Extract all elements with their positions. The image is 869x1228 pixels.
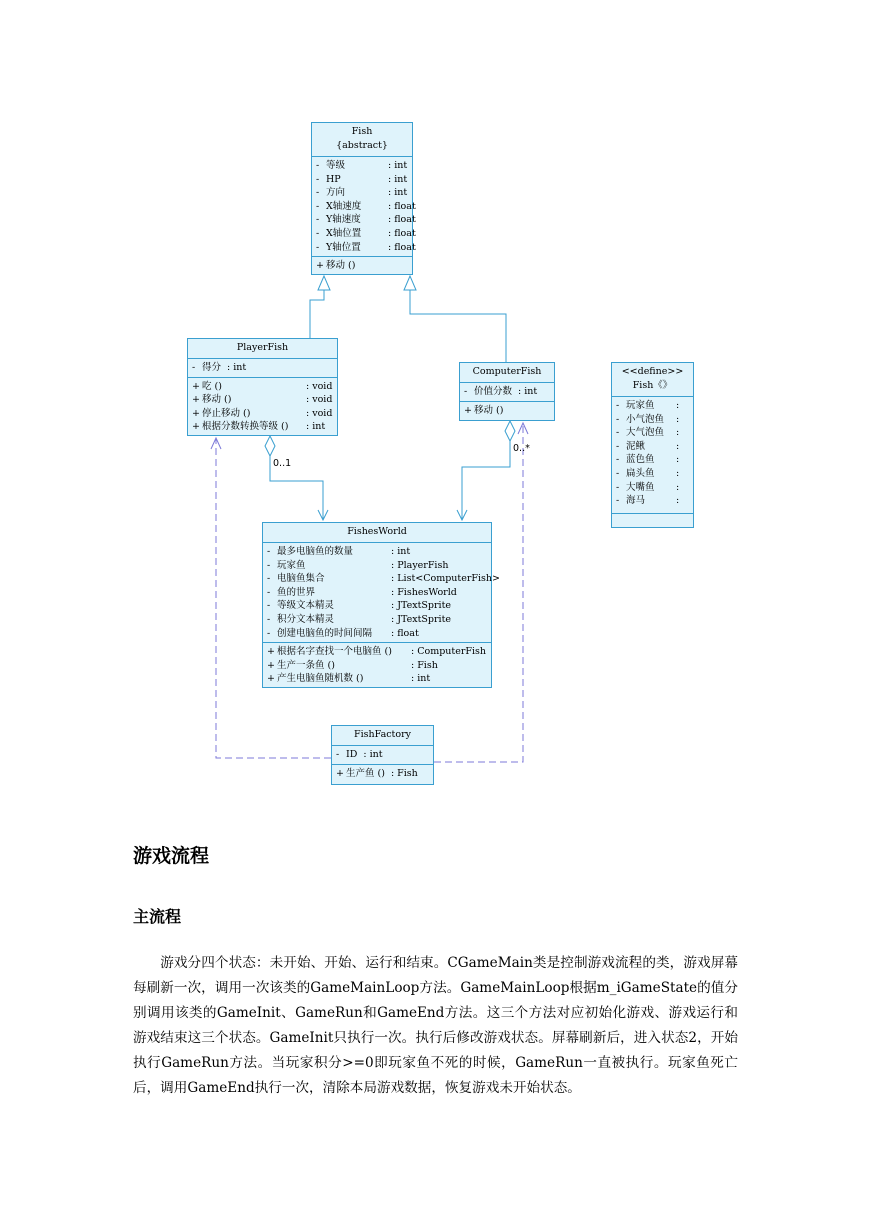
member-name: 停止移动 () [202,407,251,419]
member-row [192,393,333,407]
member-visibility: - [267,600,271,612]
member-type: : int [411,673,431,685]
class-fish [311,122,416,275]
member-row [616,481,689,495]
class-fishesworld [262,522,500,688]
member-row [267,613,487,627]
member-row [316,173,408,187]
member-name: 得分 [202,362,222,373]
member-visibility: - [192,362,196,373]
member-visibility: + [267,646,275,658]
member-visibility: - [616,481,620,493]
member-row [192,407,333,421]
member-row [267,672,487,686]
class-header [612,363,693,397]
member-type: : int [518,386,538,397]
member-type: : [676,400,680,411]
member-type: : int [388,173,408,185]
member-name: 蓝色鱼 [626,454,655,466]
member-row [616,453,689,467]
member-visibility: - [616,467,620,479]
member-row [616,399,689,413]
member-name: 扁头鱼 [626,467,655,479]
member-name: 根据分数转换等级 () [202,421,289,433]
operation-section [312,257,412,275]
class-name: Fish《》 [632,380,673,391]
member-row [316,186,408,200]
member-visibility: + [192,407,200,419]
member-name: 积分文本精灵 [277,613,335,625]
member-type: : void [306,380,333,392]
member-row [616,440,689,454]
member-type: : [676,495,680,507]
member-name: Y轴位置 [326,241,361,253]
member-name: 根据名字查找一个电脑鱼 () [277,646,392,658]
member-name: ID [346,749,358,760]
member-visibility: - [336,749,340,760]
member-type: : int [388,187,408,199]
class-name: FishFactory [354,729,411,740]
member-visibility: - [267,586,271,598]
member-name: 泥鳅 [626,440,646,452]
class-name: FishesWorld [347,526,407,537]
member-name: 移动 () [326,260,356,272]
member-type: : int [388,160,408,171]
generalization-computerfish-fish [410,290,506,362]
member-row [464,404,550,418]
member-visibility: - [267,546,271,557]
member-name: 吃 () [202,380,222,392]
member-type: : Fish [411,659,438,671]
class-header [263,523,491,543]
member-visibility: - [616,400,620,411]
member-visibility: - [616,454,620,466]
class-header [332,726,433,746]
member-row [616,467,689,481]
member-type: : [676,413,680,425]
member-name: 大气泡鱼 [626,427,665,439]
member-type: : List<ComputerFish> [391,573,500,585]
member-name: 方向 [326,187,346,199]
member-visibility: + [192,380,200,392]
member-name: 移动 () [474,404,504,416]
member-type: : float [388,200,416,212]
member-visibility: - [316,200,320,212]
class-header [312,123,412,157]
subsection-heading: 主流程 [133,907,182,926]
class-computerfish [459,362,555,421]
member-type: : [676,467,680,479]
member-row [316,159,408,173]
member-visibility: + [336,767,344,779]
multiplicity-player: 0..1 [273,458,292,469]
member-name: Y轴速度 [326,214,361,226]
member-row [267,572,500,586]
member-visibility: + [316,260,324,272]
member-type: : [676,481,680,493]
member-name: 生产鱼 () [346,767,385,779]
member-row [267,645,487,659]
member-visibility: + [267,673,275,685]
member-name: 创建电脑鱼的时间间隔 [277,627,373,639]
member-type: : int [363,749,383,760]
inheritance-arrow-icon [404,276,416,290]
member-visibility: - [316,173,320,185]
generalization-playerfish-fish [310,290,324,338]
class-name: Fish [351,126,373,137]
member-visibility: - [616,440,620,452]
member-visibility: - [267,627,271,639]
member-name: 移动 () [202,394,232,406]
class-header [188,339,337,359]
member-row [267,659,487,673]
member-visibility: + [464,404,472,416]
member-row [616,426,689,440]
member-type: : float [388,241,416,253]
member-name: 产生电脑鱼随机数 () [277,673,364,685]
member-type: : PlayerFish [391,559,449,571]
member-type: : float [391,627,419,639]
attribute-section [263,543,500,643]
member-type: : int [306,421,326,433]
attribute-section [612,397,693,514]
member-name: 等级 [326,160,346,171]
member-row [336,748,429,762]
class-stereotype: {abstract} [336,140,388,151]
class-name: ComputerFish [472,366,542,377]
enum-fish [611,362,694,528]
member-visibility: - [616,427,620,439]
operation-section [332,765,433,783]
member-name: 小气泡鱼 [626,413,665,425]
member-type: : void [306,407,333,419]
member-row [316,200,416,214]
member-name: 鱼的世界 [277,586,316,598]
class-name: PlayerFish [236,342,289,353]
aggregation-diamond-icon [265,436,275,456]
member-row [316,213,416,227]
member-visibility: - [616,495,620,507]
member-row [316,259,408,273]
attribute-section [188,359,337,378]
member-name: 生产一条鱼 () [277,659,335,671]
member-visibility: - [316,241,320,253]
member-type: : [676,427,680,439]
aggregation-computerfish-world [462,441,510,520]
member-row [267,545,487,559]
member-visibility: + [192,394,200,406]
member-type: : Fish [390,767,418,779]
inheritance-arrow-icon [318,276,330,290]
member-row [464,385,550,399]
member-type: : float [388,227,416,239]
member-name: 最多电脑鱼的数量 [277,546,354,557]
member-visibility: - [267,613,271,625]
member-name: HP [326,173,341,185]
member-type: : JTextSprite [391,600,452,612]
class-header [460,363,554,383]
member-name: X轴位置 [326,227,362,239]
member-type: : int [227,362,247,373]
member-visibility: + [267,659,275,671]
class-fishfactory [331,725,434,785]
member-type: : void [306,394,333,406]
class-stereotype: <<define>> [621,366,684,377]
member-visibility: + [192,421,200,433]
body-paragraph: 游戏分四个状态：未开始、开始、运行和结束。CGameMain类是控制游戏流程的类，游戏屏幕每刷新一次，调用一次该类的GameMainLoop方法。GameMainLoop根据m_iGameState的值分别调用该类的GameInit、GameRun和GameEnd方法。这三个方法对应初始化游戏、游戏运行和游戏结束这三个状态。GameInit只执行一次。执行后修改游戏状态。屏幕刷新后，进入状态2，开始执行GameRun方法。当玩家积分>=0即玩家鱼不死的时候，GameRun一直被执行。玩家鱼死亡后，调用GameEnd执行一次，清除本局游戏数据，恢复游戏未开始状态。 [133,955,738,1096]
member-row [316,227,416,241]
member-name: 价值分数 [474,386,513,397]
section-heading: 游戏流程 [133,845,210,867]
member-row [616,494,689,508]
member-name: 大嘴鱼 [626,481,655,493]
member-type: : FishesWorld [391,586,457,598]
member-name: X轴速度 [326,200,362,212]
member-visibility: - [267,573,271,585]
member-visibility: - [464,386,468,397]
operation-section [612,514,693,532]
member-row [316,241,416,255]
member-visibility: - [316,160,320,171]
member-name: 玩家鱼 [277,559,306,571]
member-name: 等级文本精灵 [277,600,335,612]
member-row [192,420,333,434]
member-row [336,767,429,781]
member-row [267,586,487,600]
multiplicity-computer: 0..* [513,443,530,454]
member-type: : JTextSprite [391,613,452,625]
operation-section [188,378,337,436]
attribute-section [312,157,416,257]
member-type: : [676,440,680,452]
member-visibility: - [616,413,620,425]
attribute-section [332,746,433,765]
member-row [267,599,487,613]
aggregation-diamond-icon [505,421,515,441]
member-type: : ComputerFish [411,646,487,658]
member-type: : float [388,214,416,226]
member-row [267,627,487,641]
member-visibility: - [316,214,320,226]
member-visibility: - [316,187,320,199]
member-visibility: - [267,559,271,571]
member-row [192,380,333,394]
class-playerfish [187,338,338,436]
operation-section [263,643,491,688]
member-row [616,413,689,427]
member-visibility: - [316,227,320,239]
member-type: : int [391,546,411,557]
member-row [267,559,487,573]
member-name: 电脑鱼集合 [277,573,325,585]
member-name: 海马 [626,495,646,507]
attribute-section [460,383,554,402]
member-name: 玩家鱼 [626,400,655,411]
operation-section [460,402,554,420]
member-type: : [676,454,680,466]
member-row [192,361,333,375]
